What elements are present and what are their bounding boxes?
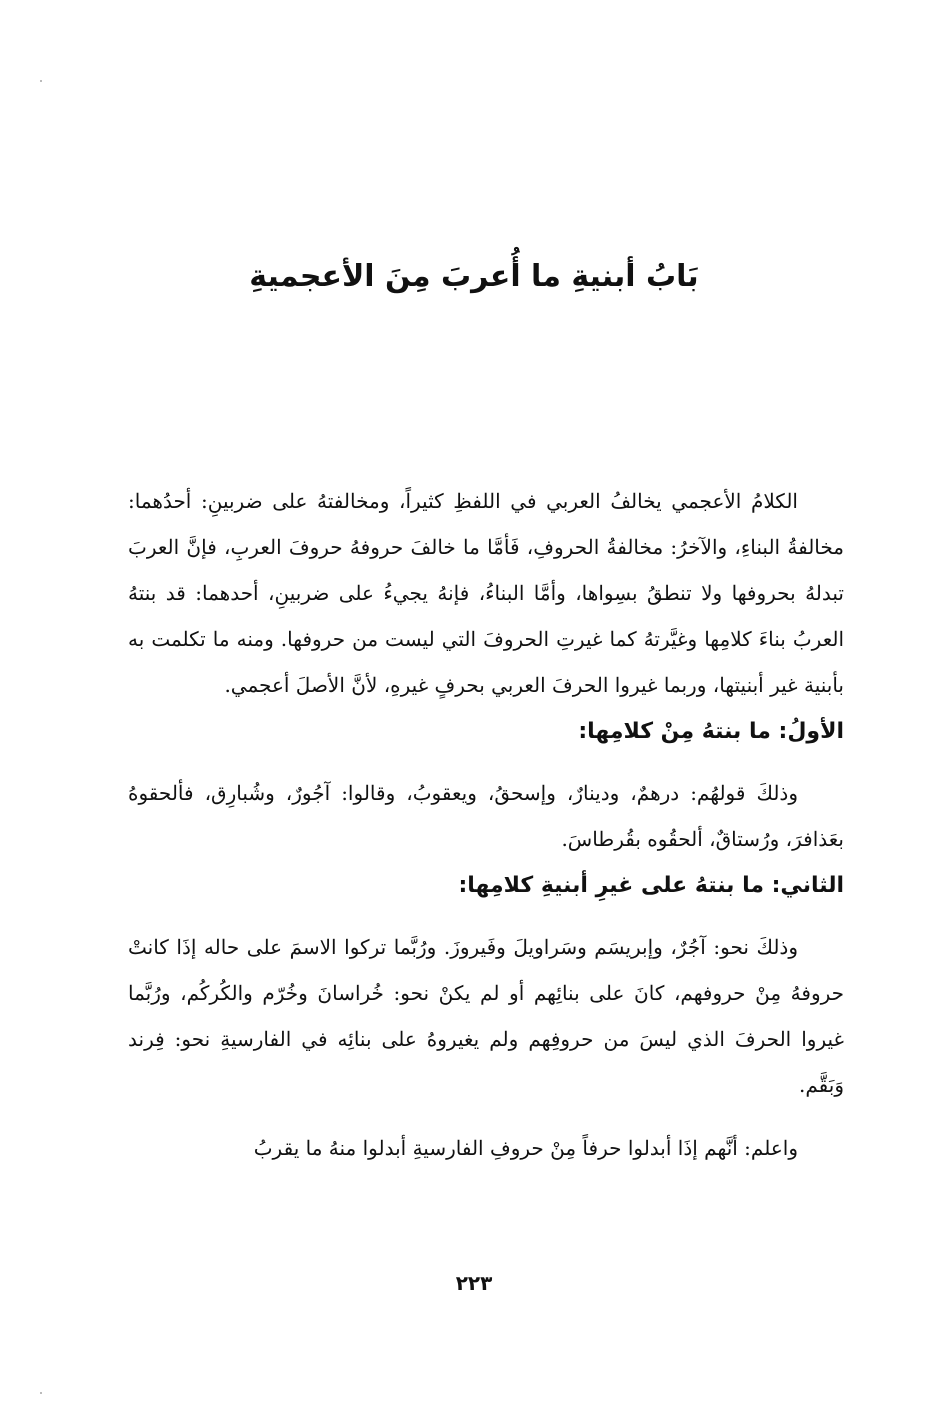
intro-paragraph: الكلامُ الأعجمي يخالفُ العربي في اللفظِ كثيراً، ومخالفتهُ على ضربينِ: أحدُهما: مخالفةُ البناءِ، والآخرُ: مخالفةُ الحروفِ، فَأمَّا ما خالفَ حروفهُ حروفَ العربِ، فإنَّ العربَ تبدلهُ بحروفها ولا تنطقُ بسِواها، وأمَّا البناءُ، فإنهُ يجيءُ على ضربينِ، أحدهما: قد بنتهُ العربُ بناءَ كلامِها وغيَّرتهُ كما غيرتِ الحروفَ التي ليست من حروفها. ومنه ما تكلمت به بأبنية غير أبنيتها، وربما غيروا الحرفَ العربي بحرفٍ غيرهِ، لأنَّ الأصلَ أعجمي.	[128, 489, 844, 697]
scan-speck	[40, 80, 42, 82]
section-heading-first: الأولُ: ما بنتهُ مِنْ كلامِها:	[578, 719, 844, 744]
second-section-paragraph: وذلكَ نحو: آجُرٌ، وإبريسَم وسَراويلَ وفَيروزَ. ورُبَّما تركوا الاسمَ على حاله إذَا كانتْ حروفهُ مِنْ حروفهم، كانَ على بنائِهم أو لم يكنْ نحو: خُراسانَ وخُرّم والكُركُم، ورُبَّما غيروا الحرفَ الذي ليسَ من حروفِهم ولم يغيروهُ على بنائِه في الفارسيةِ نحو: فِرند وَبَقَّم.	[128, 935, 844, 1097]
section-heading-second: الثاني: ما بنتهُ على غيرِ أبنيةِ كلامِها:	[458, 873, 844, 898]
chapter-title: بَابُ أبنيةِ ما أُعربَ مِنَ الأعجميةِ	[249, 259, 699, 294]
scan-speck	[40, 1392, 42, 1394]
page-number: ٢٢٣	[455, 1271, 493, 1295]
closing-paragraph: واعلم: أنَّهم إذَا أبدلوا حرفاً مِنْ حروفِ الفارسيةِ أبدلوا منهُ ما يقربُ	[253, 1136, 798, 1160]
first-section-paragraph: وذلكَ قولهُم: درهمٌ، ودينارٌ، وإسحقُ، ويعقوبُ، وقالوا: آجُورٌ، وشُبارِق، فألحقوهُ بعَذافرَ، ورُستاقٌ، ألحقُوه بقُرطاسَ.	[128, 781, 844, 851]
spacer	[128, 756, 844, 770]
body-text	[128, 478, 844, 1170]
spacer	[128, 1108, 844, 1126]
spacer	[128, 910, 844, 924]
